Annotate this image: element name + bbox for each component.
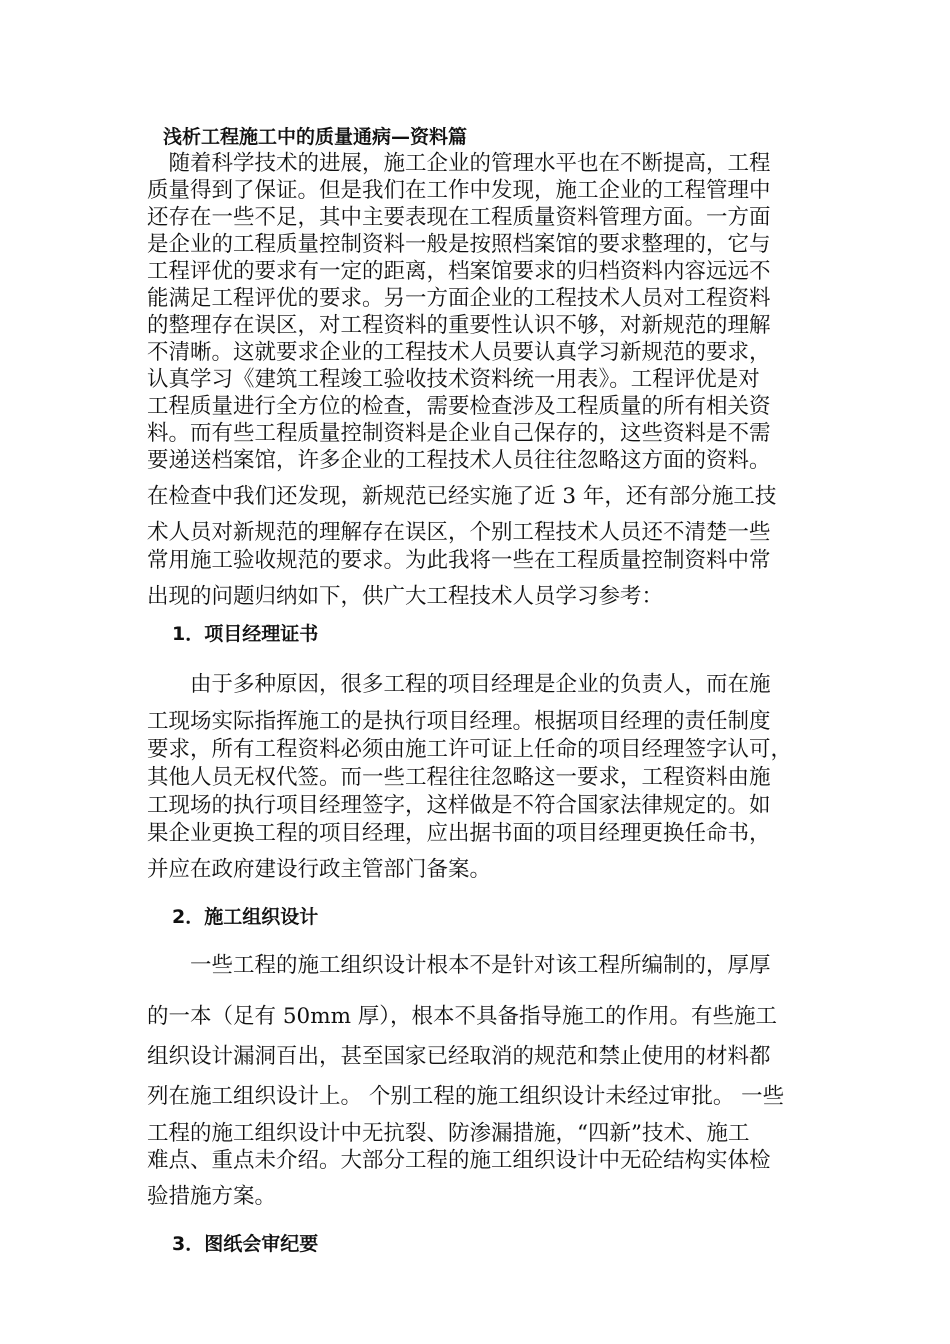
section1-line: 由于多种原因，很多工程的项目经理是企业的负责人，而在施 [147,672,771,697]
section1-line: 工现场的执行项目经理签字，这样做是不符合国家法律规定的。如 [147,793,771,818]
section1-line: 其他人员无权代签。而一些工程往往忽略这一要求，工程资料由施 [147,765,771,790]
para2-line: 出现的问题归纳如下，供广大工程技术人员学习参考： [147,584,664,609]
intro-line: 随着科学技术的进展，施工企业的管理水平也在不断提高，工程 [147,151,771,176]
intro-line: 质量得到了保证。但是我们在工作中发现，施工企业的工程管理中 [147,178,771,203]
section-heading: 1．项目经理证书 [172,623,319,645]
section1-line: 并应在政府建设行政主管部门备案。 [147,857,492,882]
intro-line: 工程质量进行全方位的检查，需要检查涉及工程质量的所有相关资 [147,394,771,419]
intro-line: 还存在一些不足，其中主要表现在工程质量资料管理方面。一方面 [147,205,771,230]
document-title: 浅析工程施工中的质量通病—资料篇 [163,126,468,148]
intro-line: 是企业的工程质量控制资料一般是按照档案馆的要求整理的，它与 [147,232,771,257]
intro-line: 料。而有些工程质量控制资料是企业自己保存的，这些资料是不需 [147,421,771,446]
intro-line: 工程评优的要求有一定的距离，档案馆要求的归档资料内容远远不 [147,259,771,284]
section2-line: 一些工程的施工组织设计根本不是针对该工程所编制的，厚厚 [147,953,771,978]
section1-line: 工现场实际指挥施工的是执行项目经理。根据项目经理的责任制度 [147,709,771,734]
section1-line: 果企业更换工程的项目经理，应出据书面的项目经理更换任命书， [147,821,771,846]
intro-line: 的整理存在误区，对工程资料的重要性认识不够，对新规范的理解 [147,313,771,338]
para2-line: 术人员对新规范的理解存在误区，个别工程技术人员还不清楚一些 [147,520,771,545]
section2-line: 组织设计漏洞百出，甚至国家已经取消的规范和禁止使用的材料都 [147,1044,771,1069]
para2-line: 在检查中我们还发现，新规范已经实施了近 3 年，还有部分施工技 [147,484,777,509]
intro-line: 能满足工程评优的要求。另一方面企业的工程技术人员对工程资料 [147,286,771,311]
para2-line: 常用施工验收规范的要求。为此我将一些在工程质量控制资料中常 [147,548,771,573]
section1-line: 要求，所有工程资料必须由施工许可证上任命的项目经理签字认可， [147,737,793,762]
section-heading: 3．图纸会审纪要 [172,1233,319,1255]
section2-line: 列在施工组织设计上。 个别工程的施工组织设计未经过审批。 一些 [147,1084,785,1109]
intro-line: 要递送档案馆，许多企业的工程技术人员往往忽略这方面的资料。 [147,448,771,473]
section2-line: 工程的施工组织设计中无抗裂、防渗漏措施，“四新”技术、施工 [147,1121,750,1146]
section2-line: 的一本（足有 50mm 厚），根本不具备指导施工的作用。有些施工 [147,1004,778,1029]
section2-line: 验措施方案。 [147,1184,277,1209]
intro-line: 认真学习《建筑工程竣工验收技术资料统一用表》。工程评优是对 [147,367,760,392]
intro-line: 不清晰。这就要求企业的工程技术人员要认真学习新规范的要求， [147,340,771,365]
section-heading: 2．施工组织设计 [172,906,319,928]
section2-line: 难点、重点未介绍。大部分工程的施工组织设计中无砼结构实体检 [147,1148,771,1173]
